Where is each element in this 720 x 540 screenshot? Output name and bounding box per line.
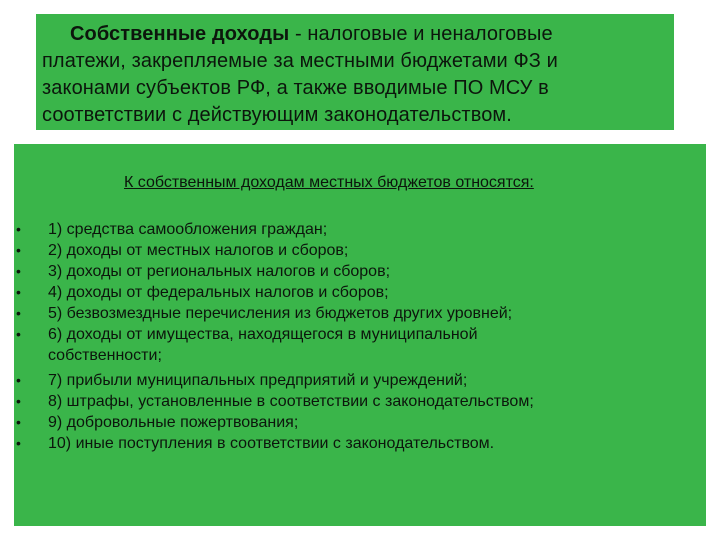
list-item (14, 324, 678, 366)
bullet-icon: • (16, 414, 21, 430)
list-item (14, 303, 678, 324)
bullet-icon: • (16, 326, 21, 342)
list-item-text: 7) прибыли муниципальных предприятий и учреждений; (48, 372, 468, 389)
definition-box (36, 14, 674, 130)
list-item (14, 412, 678, 433)
bullet-icon: • (16, 263, 21, 279)
definition-term: Собственные доходы (70, 23, 290, 45)
list-item-text: 2) доходы от местных налогов и сборов; (48, 242, 349, 259)
bullet-icon: • (16, 284, 21, 300)
list-item (14, 370, 678, 391)
bullet-icon: • (16, 435, 21, 451)
list-item-text: 5) безвозмездные перечисления из бюджетов других уровней; (48, 305, 513, 322)
list-item-text: 8) штрафы, установленные в соответствии с законодательством; (48, 393, 534, 410)
definition-line-1-rest: - налоговые и неналоговые (289, 23, 553, 45)
list-item (14, 391, 678, 412)
list-item-text: 3) доходы от региональных налогов и сборов; (48, 263, 391, 280)
bullet-icon: • (16, 305, 21, 321)
definition-line-2: платежи, закрепляемые за местными бюджетами ФЗ и (42, 50, 558, 72)
list-item-text: 10) иные поступления в соответствии с законодательством. (48, 435, 495, 452)
bullet-icon: • (16, 221, 21, 237)
list-item (14, 219, 678, 240)
list-item-text: 4) доходы от федеральных налогов и сборов; (48, 284, 389, 301)
income-list (14, 219, 678, 454)
list-heading: К собственным доходам местных бюджетов относятся: (124, 174, 534, 191)
bullet-icon: • (16, 393, 21, 409)
list-item (14, 240, 678, 261)
list-item-text: 1) средства самообложения граждан; (48, 221, 328, 238)
list-item (14, 282, 678, 303)
list-item-text: 6) доходы от имущества, находящегося в муниципальной (48, 326, 478, 343)
bullet-icon: • (16, 242, 21, 258)
income-list-panel (14, 144, 706, 526)
bullet-icon: • (16, 372, 21, 388)
list-item (14, 261, 678, 282)
definition-line-1 (42, 21, 668, 48)
list-item-text: собственности; (48, 347, 162, 364)
list-item (14, 433, 678, 454)
definition-line-4: соответствии с действующим законодательством. (42, 104, 512, 126)
definition-line-3: законами субъектов РФ, а также вводимые ПО МСУ в (42, 77, 549, 99)
list-item-text: 9) добровольные пожертвования; (48, 414, 299, 431)
